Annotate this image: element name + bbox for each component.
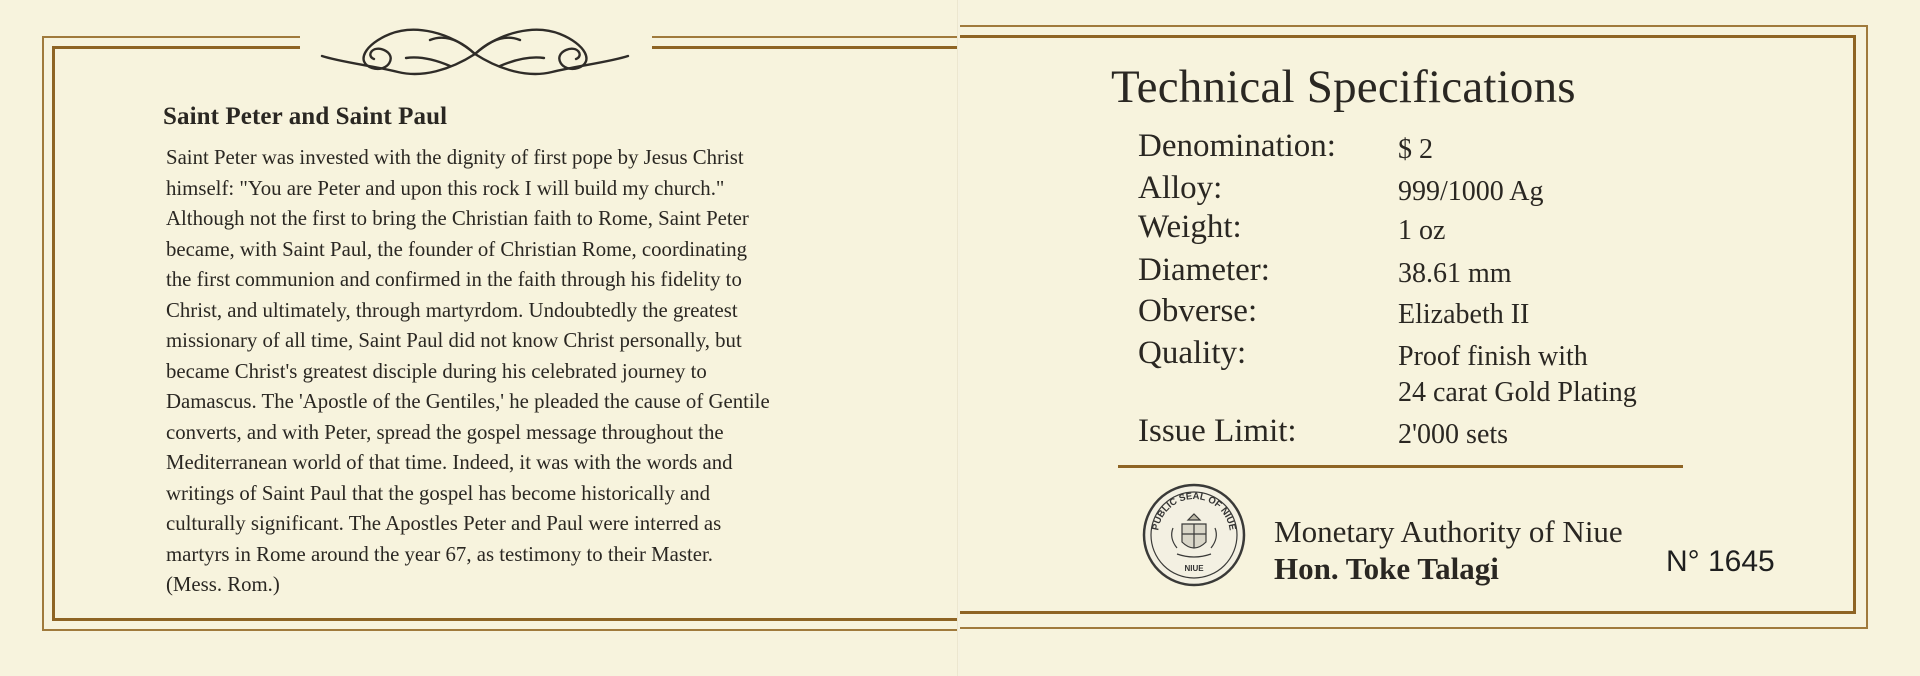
seal-bottom-text: NIUE [1184, 564, 1204, 573]
specs-divider [1118, 465, 1683, 468]
left-page [0, 0, 958, 676]
spec-label: Diameter: [1138, 252, 1270, 288]
body-line: converts, and with Peter, spread the gospel message throughout the [166, 420, 724, 444]
public-seal-of-niue-icon [1141, 482, 1247, 588]
spec-value [1398, 339, 1637, 411]
body-line: himself: "You are Peter and upon this rock I will build my church." [166, 176, 725, 200]
body-line: martyrs in Rome around the year 67, as testimony to their Master. [166, 542, 713, 566]
spec-value [1398, 297, 1529, 333]
spec-value-line: 1 oz [1398, 215, 1446, 246]
body-line: writings of Saint Paul that the gospel has become historically and [166, 481, 711, 505]
spec-label: Quality: [1138, 335, 1247, 371]
specs-title: Technical Specifications [1111, 61, 1576, 113]
spec-value [1398, 256, 1512, 292]
body-line: became Christ's greatest disciple during his celebrated journey to [166, 359, 707, 383]
body-paragraph [166, 143, 911, 601]
spec-value-line: $ 2 [1398, 134, 1433, 165]
spec-value [1398, 417, 1508, 453]
body-line: culturally significant. The Apostles Peter and Paul were interred as [166, 512, 722, 535]
spec-value [1398, 213, 1445, 249]
body-line: became, with Saint Paul, the founder of Christian Rome, coordinating [166, 237, 748, 261]
spec-label: Weight: [1138, 209, 1242, 245]
section-heading: Saint Peter and Saint Paul [163, 103, 448, 130]
body-line: Damascus. The 'Apostle of the Gentiles,' he pleaded the cause of Gentile [166, 390, 770, 413]
spec-label: Obverse: [1138, 293, 1258, 329]
body-line: Mediterranean world of that time. Indeed, it was with the words and [166, 451, 733, 474]
seal-top-text: PUBLIC SEAL OF NIUE [1150, 490, 1238, 532]
spec-value-line: 999/1000 Ag [1398, 176, 1544, 207]
spec-value-line: Elizabeth II [1398, 299, 1530, 330]
body-line: Although not the first to bring the Christian faith to Rome, Saint Peter [166, 207, 749, 230]
spec-value-line: 24 carat Gold Plating [1398, 377, 1637, 408]
spec-value-line: 38.61 mm [1398, 258, 1512, 289]
body-line: (Mess. Rom.) [166, 573, 280, 596]
spec-value-line: Proof finish with [1398, 341, 1588, 372]
spec-label: Issue Limit: [1138, 413, 1297, 449]
body-line: Saint Peter was invested with the dignity of first pope by Jesus Christ [166, 146, 744, 169]
body-line: the first communion and confirmed in the faith through his fidelity to [166, 268, 742, 291]
issuer-official: Hon. Toke Talagi [1274, 551, 1499, 586]
body-line: Christ, and ultimately, through martyrdom. Undoubtedly the greatest [166, 298, 738, 322]
issuer-authority: Monetary Authority of Niue [1274, 514, 1623, 549]
body-line: missionary of all time, Saint Paul did not know Christ personally, but [166, 329, 742, 352]
spec-value [1398, 132, 1433, 168]
spec-label: Alloy: [1138, 170, 1223, 206]
spec-value [1398, 174, 1543, 210]
spec-value-line: 2'000 sets [1398, 419, 1509, 450]
scroll-flourish-icon [310, 12, 640, 92]
serial-number: N° 1645 [1666, 545, 1775, 578]
spec-label: Denomination: [1138, 128, 1336, 164]
